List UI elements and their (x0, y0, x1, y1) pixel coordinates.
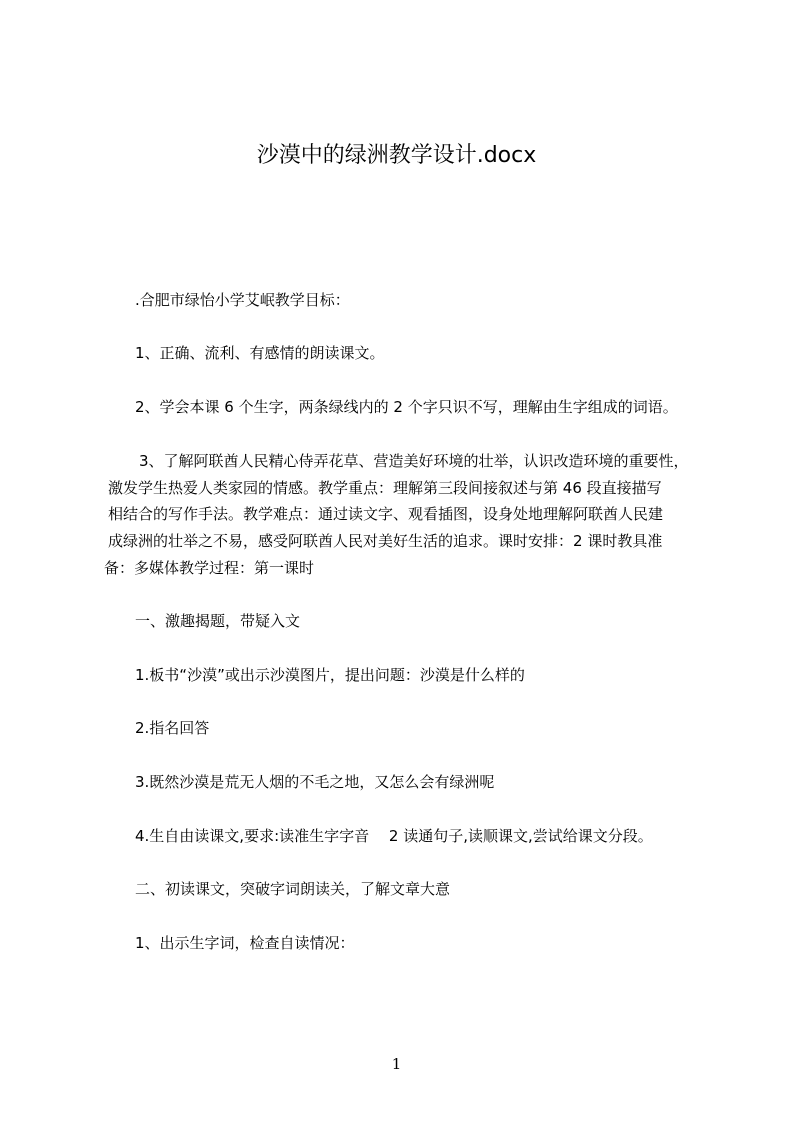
paragraph-author-objectives: .合肥市绿怡小学艾岷教学目标： (135, 291, 350, 309)
paragraph-step-1: 1.板书“沙漠”或出示沙漠图片，提出问题：沙漠是什么样的 (135, 666, 525, 684)
paragraph-step-5: 1、出示生字词，检查自读情况： (135, 934, 355, 952)
paragraph-step-3: 3.既然沙漠是荒无人烟的不毛之地，又怎么会有绿洲呢 (135, 773, 495, 791)
paragraph-step-4: 4.生自由读课文,要求:读准生字字音 2 读通句子,读顺课文,尝试给课文分段。 (135, 827, 653, 845)
paragraph-objective-2: 2、学会本课 6 个生字，两条绿线内的 2 个字只识不写，理解由生字组成的词语。 (135, 398, 678, 416)
paragraph-objective-3-line-5: 备：多媒体教学过程：第一课时 (104, 559, 315, 577)
paragraph-objective-3-line-1: 3、了解阿联酋人民精心侍弄花草、营造美好环境的壮举，认识改造环境的重要性， (139, 452, 689, 470)
document-title: 沙漠中的绿洲教学设计.docx (256, 143, 537, 168)
section-heading-1: 一、激趣揭题，带疑入文 (135, 612, 301, 630)
paragraph-step-2: 2.指名回答 (135, 719, 210, 737)
paragraph-objective-1: 1、正确、流利、有感情的朗读课文。 (135, 344, 385, 362)
section-heading-2: 二、初读课文，突破字词朗读关，了解文章大意 (135, 880, 451, 898)
paragraph-objective-3-line-2: 激发学生热爱人类家园的情感。教学重点：理解第三段间接叙述与第 46 段直接描写 (108, 479, 662, 497)
paragraph-objective-3-line-3: 相结合的写作手法。教学难点：通过读文字、观看插图，设身处地理解阿联酋人民建 (108, 505, 664, 523)
paragraph-objective-3-line-4: 成绿洲的壮举之不易，感受阿联酋人民对美好生活的追求。课时安排：2 课时教具准 (108, 532, 663, 550)
page-number: 1 (391, 1055, 402, 1073)
